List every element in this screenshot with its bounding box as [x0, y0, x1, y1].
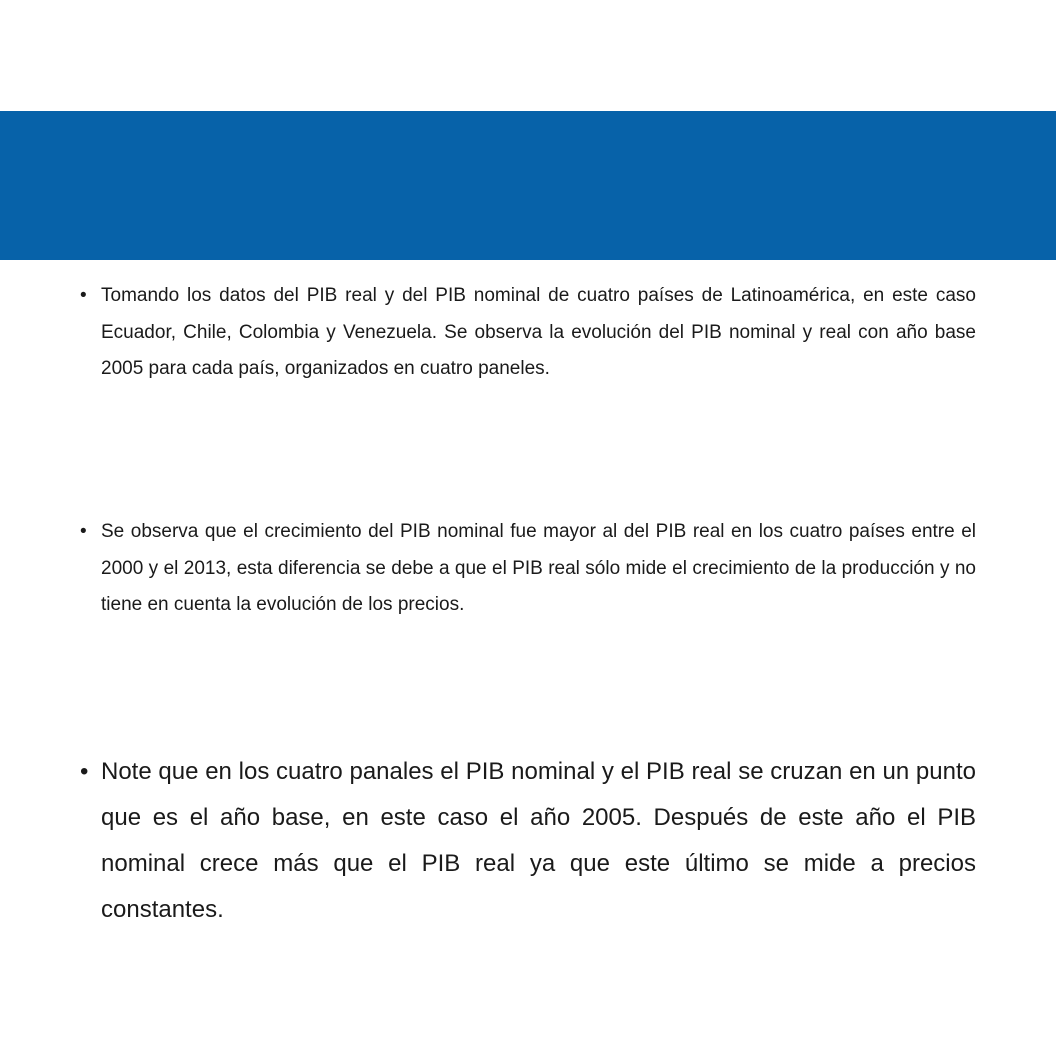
- bullet-text: Se observa que el crecimiento del PIB nominal fue mayor al del PIB real en los cuatro países entre el 2000 y el 2013, esta diferencia se debe a que el PIB real sólo mide el crecimiento de la producción y no tiene en cuenta la evolución de los precios.: [101, 521, 976, 615]
- bullet-item: [80, 514, 976, 624]
- bullet-text: Note que en los cuatro panales el PIB nominal y el PIB real se cruzan en un punto que es el año base, en este caso el año 2005. Después de este año el PIB nominal crece más que el PIB real ya que este último se mide a precios constantes.: [101, 758, 976, 923]
- bullet-item: [80, 278, 976, 388]
- bullet-marker: •: [80, 758, 89, 785]
- bullet-marker: •: [80, 285, 87, 306]
- bullet-marker: •: [80, 521, 87, 542]
- bullet-text: Tomando los datos del PIB real y del PIB nominal de cuatro países de Latinoamérica, en este caso Ecuador, Chile, Colombia y Venezuela. Se observa la evolución del PIB nominal y real con año base 2005 para cada país, organizados en cuatro paneles.: [101, 285, 976, 379]
- bullet-item: [80, 749, 976, 933]
